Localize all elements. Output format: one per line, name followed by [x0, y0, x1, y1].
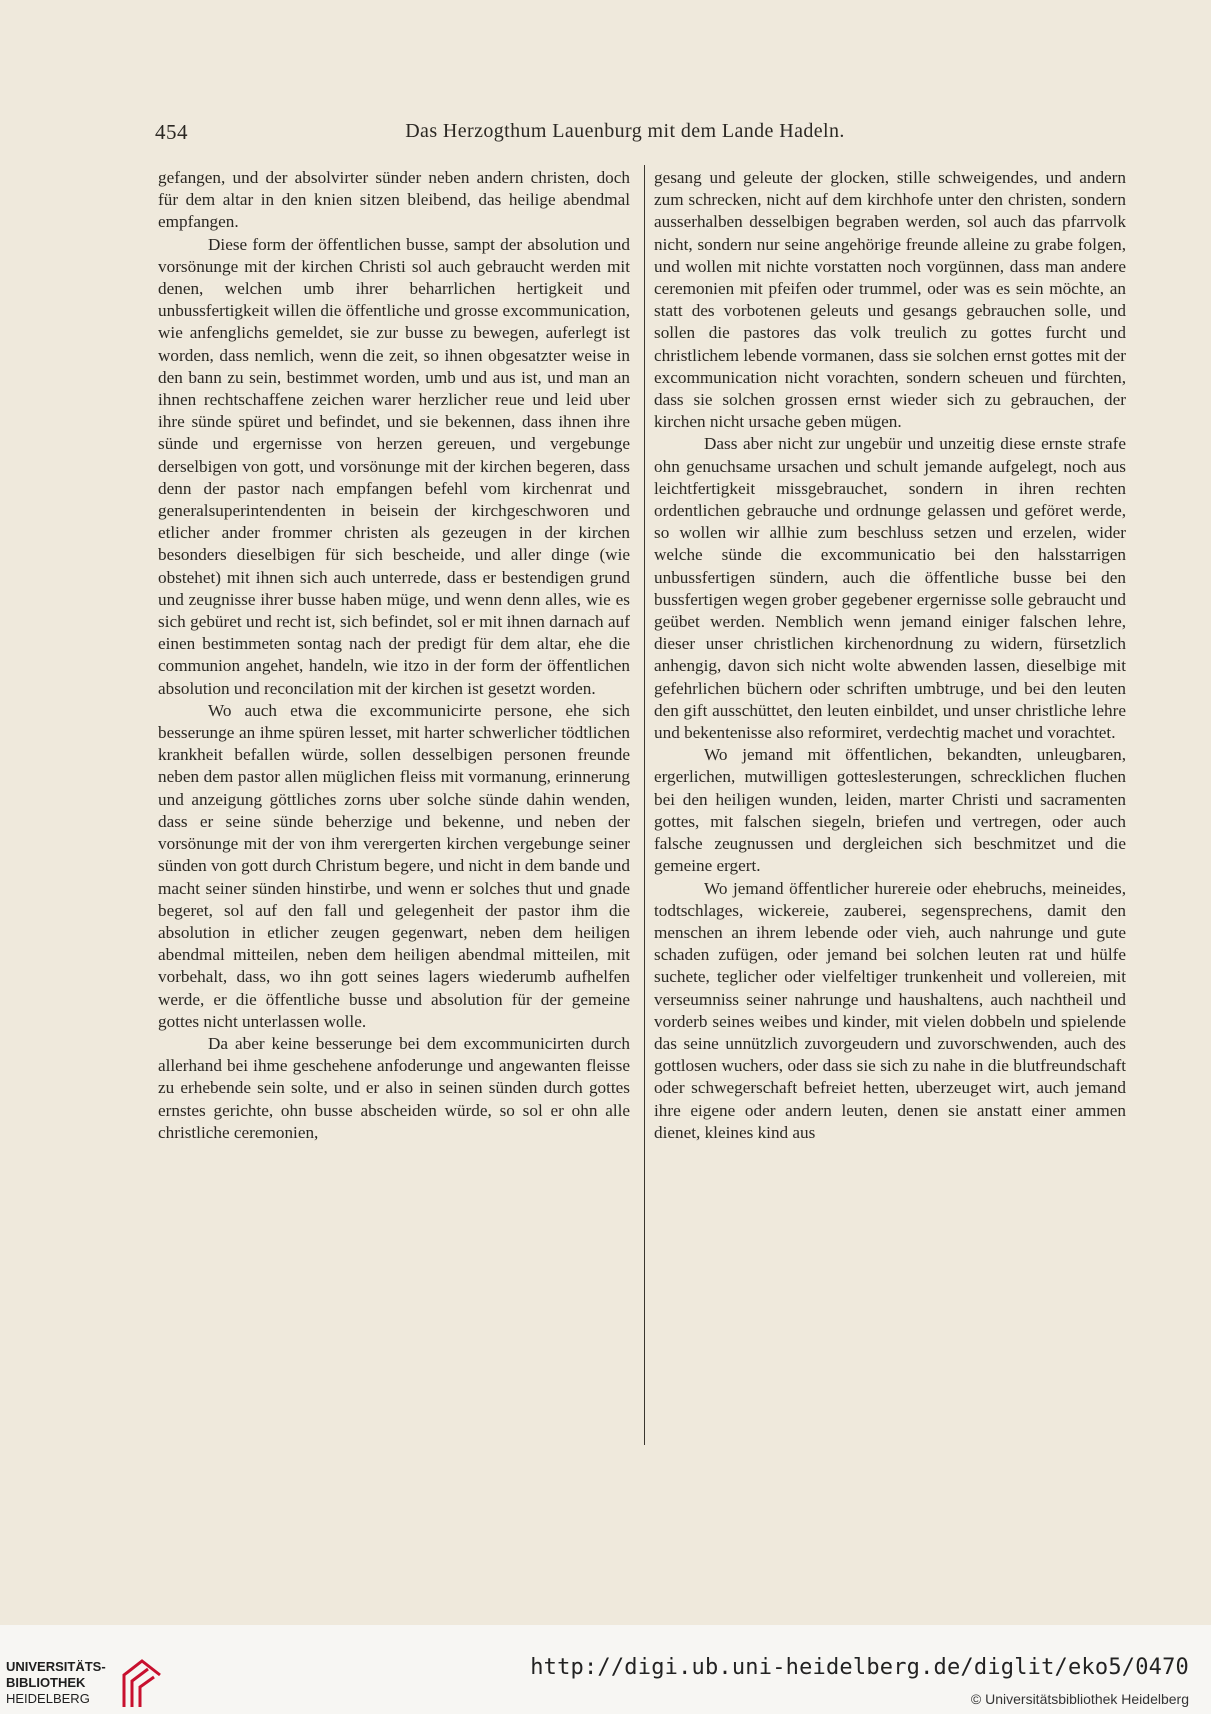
paragraph: Dass aber nicht zur ungebür und unzeitig diese ernste strafe ohn genuchsame ursachen und schult jemande aufgelegt, noch aus leichtfertigkeit missgebrauchet, sondern in ihren rechten ordentlichen gebrauche und ordnunge gelassen und geföret werde, so wollen wir allhie zum beschluss setzen und erzelen, wider welche sünde die excommunicatio bei den halsstarrigen unbussfertigen sündern, auch die öffentliche busse bei den bussfertigen wegen grober gegebener ergernisse solle gebraucht und geübet werden. Nemblich wenn jemand einiger falschen lehre, dieser unser christlichen kirchenordnung zu widern, fürsetzlich anhengig, davon sich nicht wolte abwenden lassen, dieselbige mit gefehrlichen büchern oder schriften umbtruge, und bei den leuten den gift ausschüttet, den leuten einbildet, und unser christliche lehre und bekentenisse also reformiret, verdechtig machet und vorachtet. [654, 434, 1126, 743]
running-head: Das Herzogthum Lauenburg mit dem Lande Hadeln. [405, 120, 845, 142]
right-text-column [654, 167, 1126, 1144]
page-number: 454 [155, 120, 188, 144]
paragraph: Diese form der öffentlichen busse, sampt der absolution und vorsönunge mit der kirchen Christi sol auch gebraucht werden mit denen, welchen umb ihrer beharrlichen hertigkeit und unbussfertigkeit willen die öffentliche und grosse excommunication, wie anfenglichs gemeldet, sie zur busse zu bewegen, auferlegt ist worden, dass nemlich, wenn die zeit, so ihnen obgesatzter weise in den bann zu sein, bestimmet worden, umb und aus ist, und man an ihnen rechtschaffene zeichen warer herzlicher reue und leid uber ihre sünde spüret und befindet, und sie bekennen, dass ihnen ihre sünde und ergernisse von herzen gereuen, und vergebunge derselbigen von gott, und vorsönunge mit der kirchen begeren, dass denn der pastor nach empfangen befehl vom kirchenrat und generalsuperintendenten in beisein der kirchgeschworen und etlicher ander frommer christen als gezeugen in der kirchen besonders dieselbigen für sich bescheide, und aller dinge (wie obstehet) mit ihnen sich auch unterrede, dass er bestendigen grund und zeugnisse ihrer busse haben müge, und wenn denn alles, wie es sich gebüret und recht ist, sich befindet, sol er mit ihnen darnach auf einen bestimmeten sontag nach der predigt für dem altar, ehe die communion angehet, handeln, wie itzo in der form der öffentlichen absolution und reconcilation mit der kirchen ist gesetzt worden. [158, 234, 630, 698]
library-logo-icon [118, 1655, 166, 1711]
library-logo-text [6, 1659, 106, 1707]
copyright-notice: © Universitätsbibliothek Heidelberg [970, 1691, 1189, 1707]
document-url-link[interactable]: http://digi.ub.uni-heidelberg.de/diglit/eko5/0470 [530, 1655, 1189, 1680]
page-header [155, 120, 1055, 150]
paragraph: gesang und geleute der glocken, stille schweigendes, und andern zum schrecken, nicht auf dem kirchhofe unter den christen, sondern ausserhalben desselbigen begraben werden, sol auch das pfarrvolk nicht, sondern nur seine angehörige freunde alleine zu grabe folgen, und wollen mit nichte vorstatten noch vorgünnen, dass man andere ceremonien mit pfeifen oder trummel, oder was es sein möchte, an statt des vorbotenen geleuts und gesangs gebrauchen solle, und sollen die pastores das volk treulich zu gottes furcht und christlichem lebende vormanen, dass sie solchen ernst gottes mit der excommunication nicht vorachten, sondern scheuen und fürchten, dass sie solchen grossen ernst wieder sich zu gebrauchen, der kirchen nicht ursache geben mügen. [654, 168, 1126, 432]
logo-line-1: UNIVERSITÄTS- [6, 1659, 106, 1674]
paragraph: Wo auch etwa die excommunicirte persone, ehe sich besserunge an ihme spüren lesset, mit harter schwerlicher tödtlichen krankheit befallen würde, sollen desselbigen personen freunde neben dem pastor allen müglichen fleiss mit vormanung, erinnerung und anzeigung göttliches zorns uber solche sünde dahin wenden, dass er seine sünde beherzige und bekenne, und neben der vorsönunge mit der von ihm verergerten kirchen vergebunge seiner sünden von gott durch Christum begere, und nicht in dem bande und macht seiner sünden hinstirbe, und wenn er solches thut und gnade begeret, sol auf den fall und gelegenheit der pastor ihm die absolution in etlicher zeugen gegenwart, neben dem heiligen abendmal mitteilen, neben dem heiligen abendmal mitteilen, mit vorbehalt, dass, wo ihn gott seines lagers wiederumb aufhelfen werde, er die öffentliche busse und absolution für der gemeine gottes nicht unterlassen wolle. [158, 700, 630, 1031]
logo-line-2: BIBLIOTHEK [6, 1675, 86, 1690]
paragraph: Wo jemand mit öffentlichen, bekandten, unleugbaren, ergerlichen, mutwilligen gotteslesterungen, schrecklichen fluchen bei den heiligen wunden, leiden, marter Christi und sacramenten gottes, mit falschen siegeln, briefen und vertregen, oder auch falsche zeugnussen und dergleichen sich beschmitzet und die gemeine ergert. [654, 745, 1126, 876]
paragraph: Da aber keine besserunge bei dem excommunicirten durch allerhand bei ihme geschehene anfoderunge und angewanten fleisse zu erhebende sein solte, und er also in seinen sünden durch gottes ernstes gerichte, ohn busse abscheiden würde, so sol er ohn alle christliche ceremonien, [158, 1033, 630, 1142]
column-divider [644, 165, 645, 1445]
footer-bar [0, 1625, 1211, 1714]
logo-line-3: HEIDELBERG [6, 1691, 90, 1706]
left-text-column [158, 167, 630, 1144]
paragraph: Wo jemand öffentlicher hurereie oder ehebruchs, meineides, todtschlages, wickereie, zauberei, segensprechens, damit den menschen an ihrem lebende oder vieh, auch nahrunge und gute schaden zufügen, oder jemand bei solchen leuten rat und hülfe suchete, teglicher oder vielfeltiger trunkenheit und vollereien, mit verseumniss seiner nahrunge und haushaltens, auch nachtheil und vorderb seines weibes und kinder, mit vielen dobbeln und spielende das seine unnützlich zuvorgeudern und zuvorschwenden, auch des gottlosen wuchers, oder dass sie sich zu nahe in die blutfreundschaft oder schwegerschaft befreiet hetten, uberzeuget wirt, auch jemand ihre eigene oder andern leuten, denen sie anstatt einer ammen dienet, kleines kind aus [654, 878, 1126, 1142]
paragraph: gefangen, und der absolvirter sünder neben andern christen, doch für dem altar in den knien sitzen bleibend, das heilige abendmal empfangen. [158, 168, 630, 232]
